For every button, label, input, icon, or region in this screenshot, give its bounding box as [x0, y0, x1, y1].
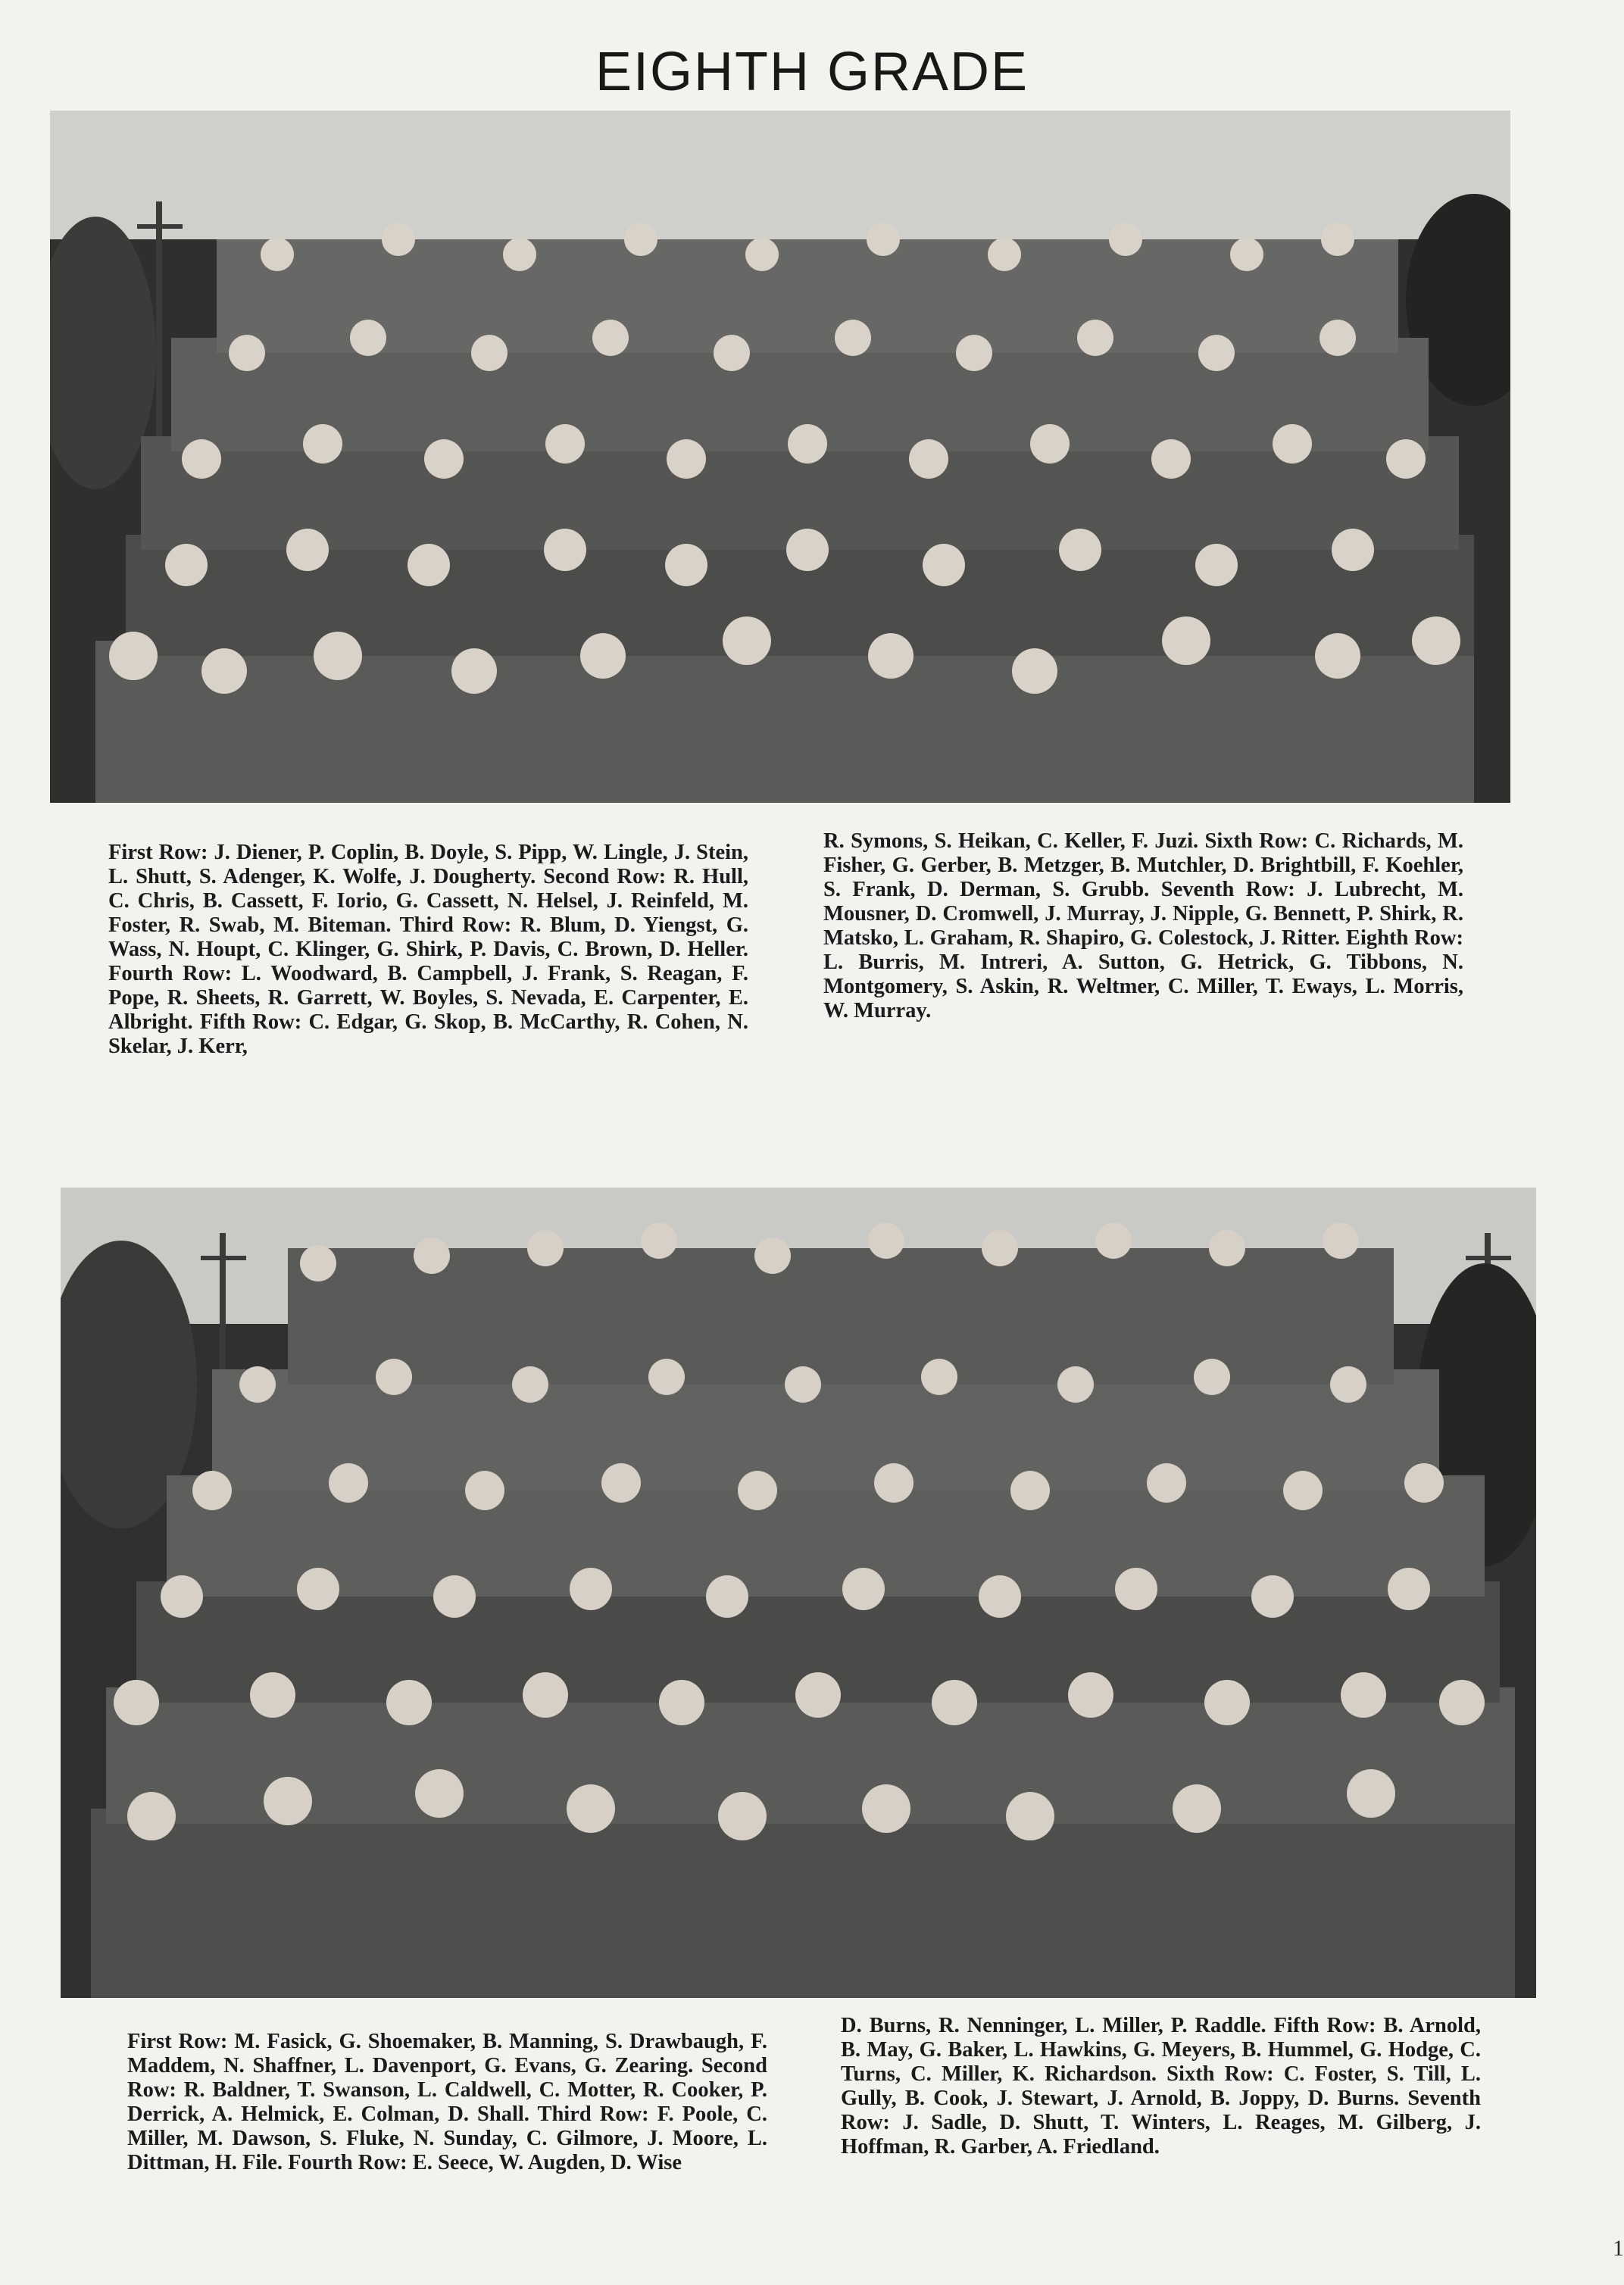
caption-bottom-right: D. Burns, R. Nenninger, L. Miller, P. Raddle. Fifth Row: B. Arnold, B. May, G. Baker, L. Hawkins, G. Meyers, B. Hummel, G. Hodge, C. Turns, C. Miller, K. Richardson. Sixth Row: C. Foster, S. Till, L. Gully, B. Cook, J. Stewart, J. Arnold, B. Joppy, D. Burns. Seventh Row: J. Sadle, D. Shutt, T. Winters, L. Reages, M. Gilberg, J. Hoffman, R. Garber, A. Friedland.: [841, 2014, 1481, 2159]
class-photo-top-image: [50, 111, 1510, 803]
page-title: EIGHTH GRADE: [595, 42, 1029, 102]
page-number: 1: [1613, 2236, 1624, 2261]
class-photo-bottom: [61, 1188, 1536, 1998]
caption-bottom-left: First Row: M. Fasick, G. Shoemaker, B. Manning, S. Drawbaugh, F. Maddem, N. Shaffner, L. Davenport, G. Evans, G. Zearing. Second Row: R. Baldner, T. Swanson, L. Caldwell, C. Motter, R. Cooker, P. Derrick, A. Helmick, E. Colman, D. Shall. Third Row: F. Poole, C. Miller, M. Dawson, S. Fluke, N. Sunday, C. Gilmore, J. Moore, L. Dittman, H. File. Fourth Row: E. Seece, W. Augden, D. Wise: [127, 2030, 767, 2174]
class-photo-bottom-image: [61, 1188, 1536, 1998]
caption-top-right: R. Symons, S. Heikan, C. Keller, F. Juzi. Sixth Row: C. Richards, M. Fisher, G. Gerber, B. Metzger, B. Mutchler, D. Brightbill, F. Koehler, S. Frank, D. Derman, S. Grubb. Seventh Row: J. Lubrecht, M. Mousner, D. Cromwell, J. Murray, J. Nipple, G. Bennett, P. Shirk, R. Matsko, L. Graham, R. Shapiro, G. Colestock, J. Ritter. Eighth Row: L. Burris, M. Intreri, A. Sutton, G. Hetrick, G. Tibbons, N. Montgomery, S. Askin, R. Weltmer, C. Miller, T. Eways, L. Morris, W. Murray.: [823, 829, 1463, 1022]
caption-top-left: First Row: J. Diener, P. Coplin, B. Doyle, S. Pipp, W. Lingle, J. Stein, L. Shutt, S. Adenger, K. Wolfe, J. Dougherty. Second Row: R. Hull, C. Chris, B. Cassett, F. Iorio, G. Cassett, N. Helsel, J. Reinfeld, M. Foster, R. Swab, M. Biteman. Third Row: R. Blum, D. Yiengst, G. Wass, N. Houpt, C. Klinger, G. Shirk, P. Davis, C. Brown, D. Heller. Fourth Row: L. Woodward, B. Campbell, J. Frank, S. Reagan, F. Pope, R. Sheets, R. Garrett, W. Boyles, S. Nevada, E. Carpenter, E. Albright. Fifth Row: C. Edgar, G. Skop, B. McCarthy, R. Cohen, N. Skelar, J. Kerr,: [108, 841, 748, 1058]
class-photo-top: [50, 111, 1510, 803]
